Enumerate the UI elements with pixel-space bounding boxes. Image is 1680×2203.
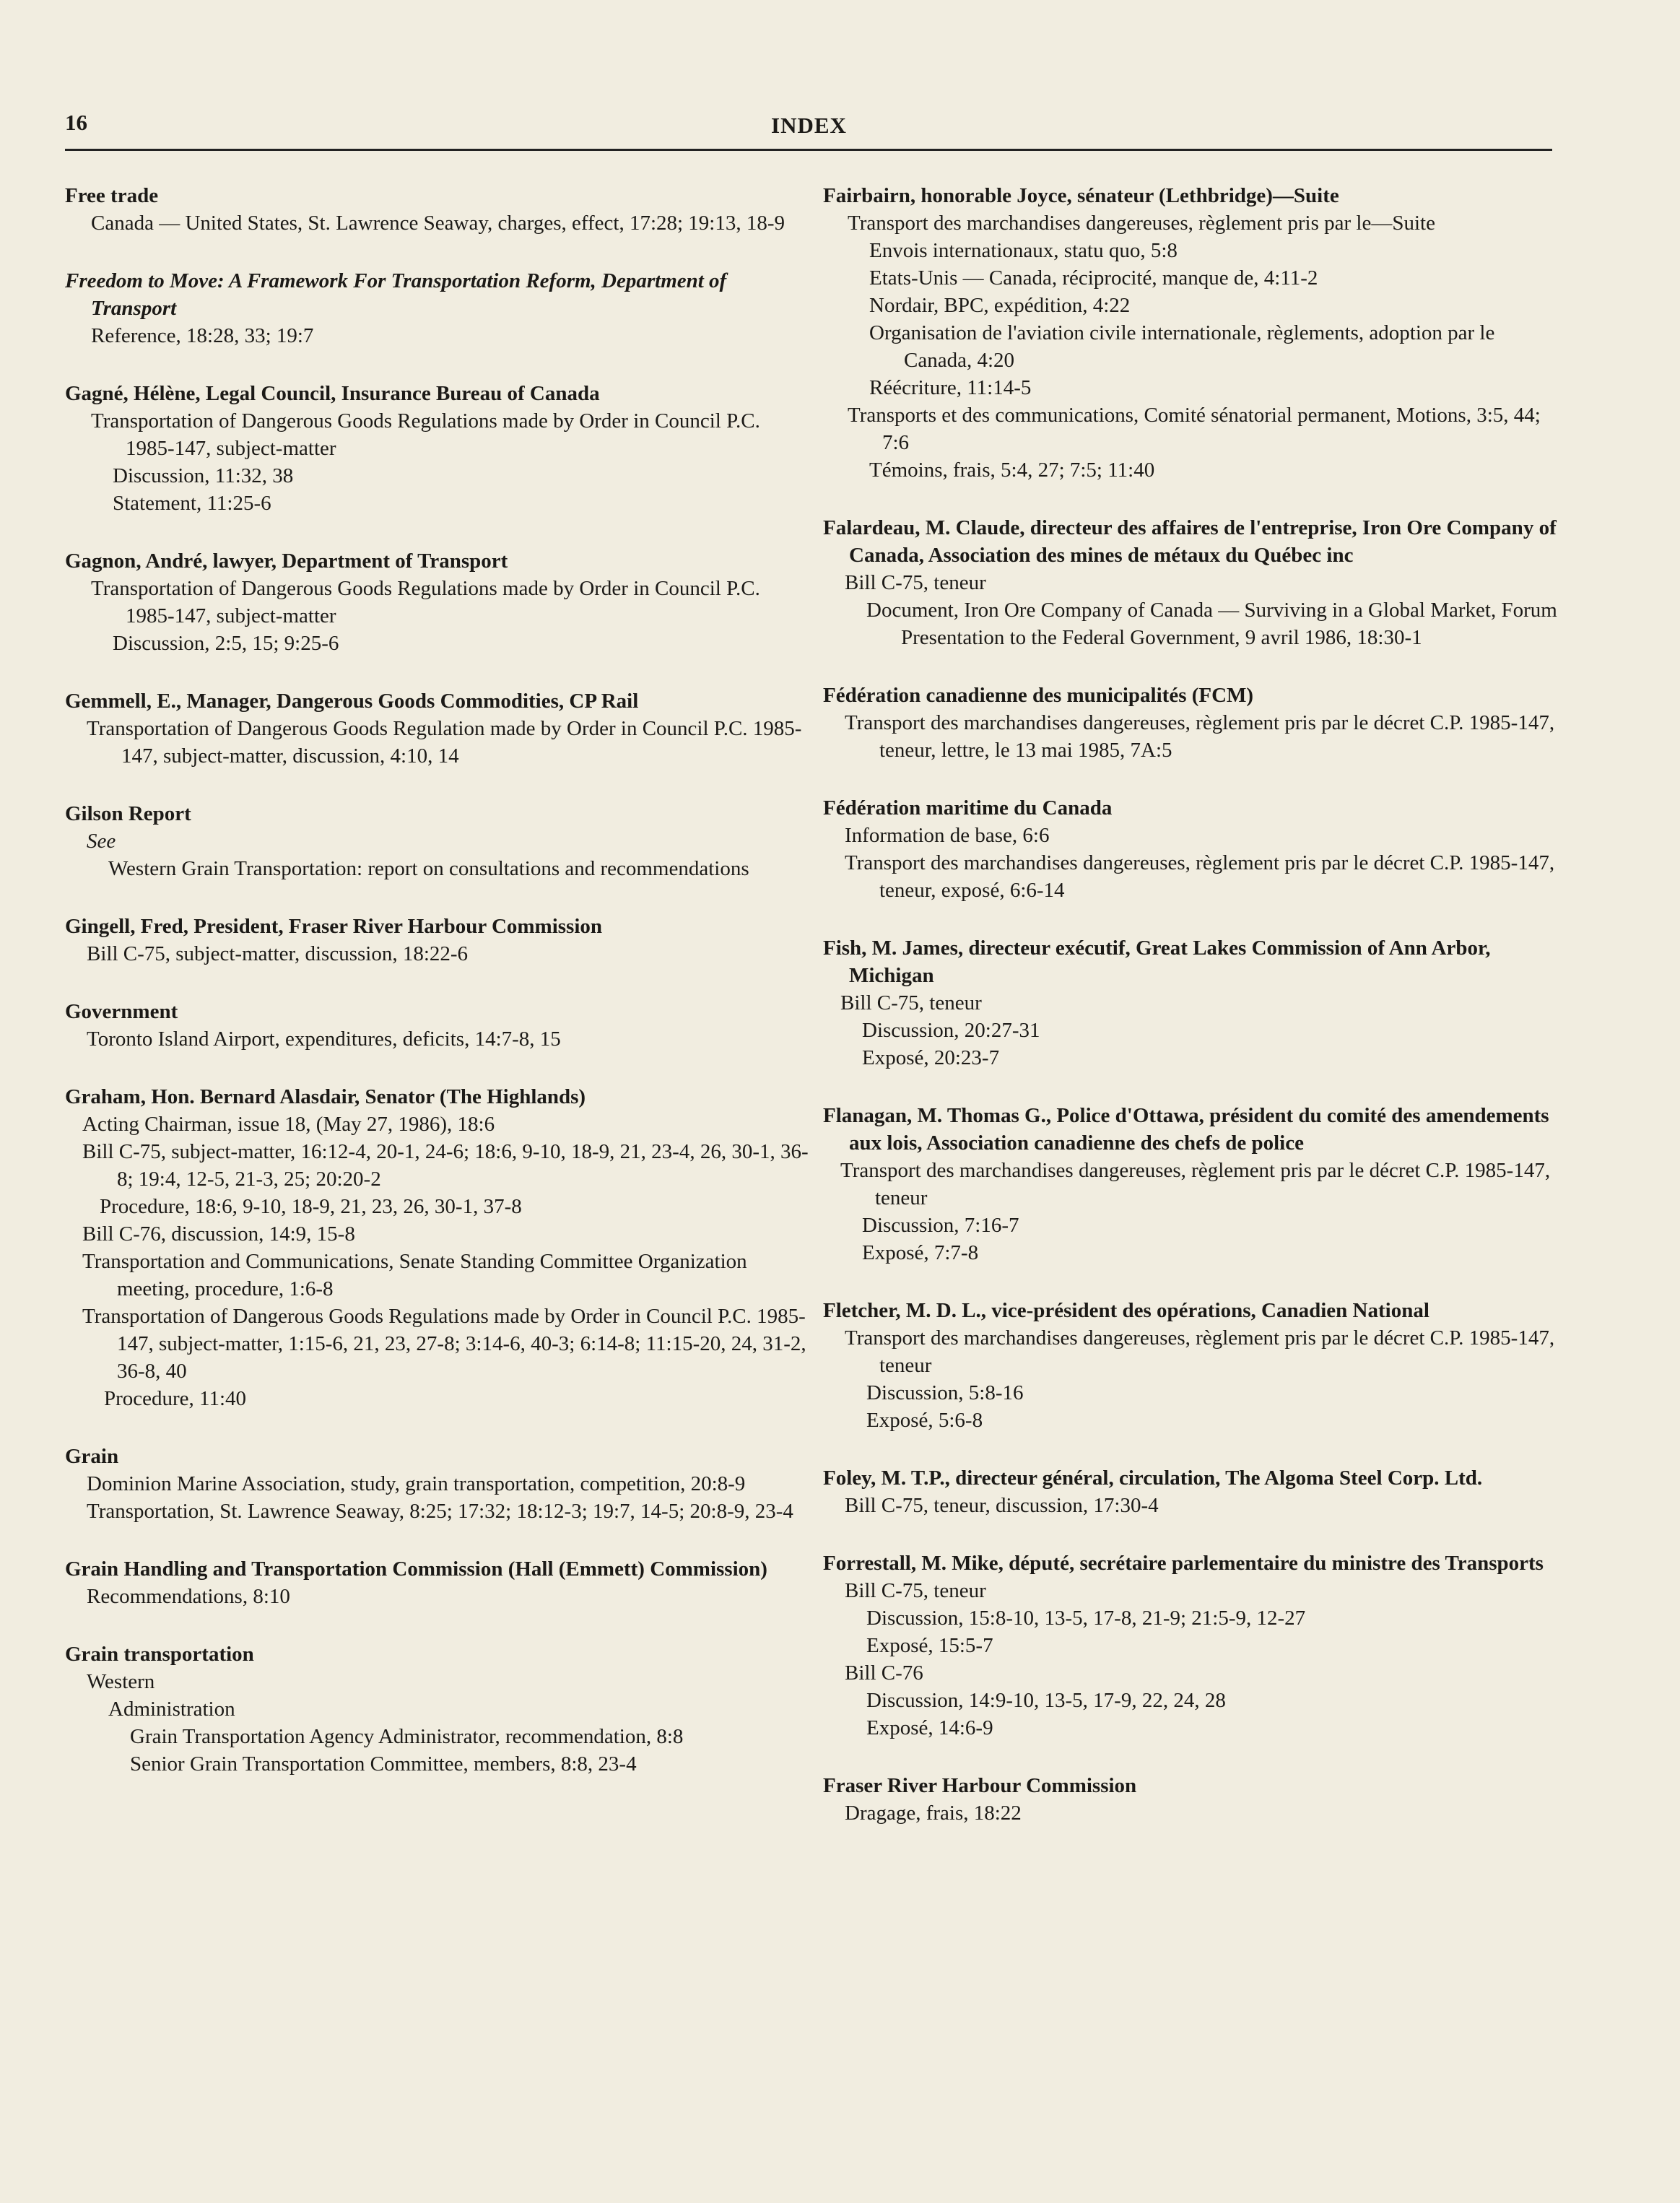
entry-heading: Gagnon, André, lawyer, Department of Transport xyxy=(65,549,508,573)
entry-heading: Grain Handling and Transportation Commission (Hall (Emmett) Commission) xyxy=(65,1557,767,1581)
entry-subline: Exposé, 20:23-7 xyxy=(862,1046,1000,1069)
entry-subline: Administration xyxy=(108,1698,235,1721)
entry-subline: Transports et des communications, Comité sénatorial permanent, Motions, 3:5, 44; 7:6 xyxy=(848,404,1541,454)
index-entry xyxy=(823,1102,1567,1266)
entry-subline: Discussion, 7:16-7 xyxy=(862,1214,1019,1237)
index-entry xyxy=(65,1443,809,1525)
entry-subline: Bill C-76 xyxy=(845,1661,923,1685)
entry-subline: Réécriture, 11:14-5 xyxy=(869,376,1032,399)
entry-subline: Transportation of Dangerous Goods Regulations made by Order in Council P.C. 1985-147, subject-matter xyxy=(91,409,760,460)
entry-subline: Bill C-75, subject-matter, 16:12-4, 20-1, 24-6; 18:6, 9-10, 18-9, 21, 23-4, 26, 30-1, 36-8; 19:4, 12-5, 21-3, 25; 20:20-2 xyxy=(82,1140,809,1191)
entry-subline: Acting Chairman, issue 18, (May 27, 1986), 18:6 xyxy=(82,1113,495,1136)
entry-subline: Document, Iron Ore Company of Canada — Surviving in a Global Market, Forum Presentation to the Federal Government, 9 avril 1986, 18:30-1 xyxy=(866,599,1557,649)
index-entry xyxy=(823,1464,1567,1519)
entry-heading: Forrestall, M. Mike, député, secrétaire parlementaire du ministre des Transports xyxy=(823,1552,1544,1575)
entry-subline: Discussion, 15:8-10, 13-5, 17-8, 21-9; 21:5-9, 12-27 xyxy=(866,1607,1306,1630)
entry-subline: Transportation of Dangerous Goods Regulations made by Order in Council P.C. 1985-147, subject-matter xyxy=(91,577,760,627)
entry-heading: Grain xyxy=(65,1445,119,1468)
entry-subline: Organisation de l'aviation civile internationale, règlements, adoption par le Canada, 4:20 xyxy=(869,321,1495,372)
index-entry xyxy=(823,182,1567,484)
left-column xyxy=(65,182,809,1808)
entry-subline: Discussion, 20:27-31 xyxy=(862,1019,1040,1042)
index-entry xyxy=(65,998,809,1053)
entry-subline: Témoins, frais, 5:4, 27; 7:5; 11:40 xyxy=(869,459,1155,482)
index-entry xyxy=(65,1083,809,1412)
entry-subline: Exposé, 5:6-8 xyxy=(866,1409,983,1432)
index-entry xyxy=(65,800,809,882)
entry-heading: Gemmell, E., Manager, Dangerous Goods Commodities, CP Rail xyxy=(65,690,639,713)
entry-subline: Transportation of Dangerous Goods Regulation made by Order in Council P.C. 1985-147, subject-matter, discussion, 4:10, 14 xyxy=(87,717,802,768)
header-rule xyxy=(65,149,1552,151)
index-entry xyxy=(823,1297,1567,1434)
entry-subline: Transport des marchandises dangereuses, règlement pris par le décret C.P. 1985-147, teneur, lettre, le 13 mai 1985, 7A:5 xyxy=(845,711,1555,762)
index-entry xyxy=(65,182,809,237)
entry-subline: Envois internationaux, statu quo, 5:8 xyxy=(869,239,1178,262)
entry-subline: Transport des marchandises dangereuses, règlement pris par le décret C.P. 1985-147, teneur, exposé, 6:6-14 xyxy=(845,851,1555,902)
entry-subline: Bill C-75, teneur xyxy=(845,1579,986,1602)
right-column xyxy=(823,182,1567,1857)
entry-subline: Grain Transportation Agency Administrator, recommendation, 8:8 xyxy=(130,1725,684,1748)
entry-subline: Bill C-75, subject-matter, discussion, 18:22-6 xyxy=(87,942,469,965)
entry-heading: Fraser River Harbour Commission xyxy=(823,1774,1137,1797)
entry-heading: Fairbairn, honorable Joyce, sénateur (Lethbridge)—Suite xyxy=(823,184,1339,207)
entry-subline: Bill C-76, discussion, 14:9, 15-8 xyxy=(82,1222,355,1246)
entry-heading: Gilson Report xyxy=(65,802,191,825)
entry-subline: Transportation and Communications, Senate Standing Committee Organization meeting, procedure, 1:6-8 xyxy=(82,1250,747,1300)
entry-subline: See xyxy=(87,830,116,853)
entry-subline: Discussion, 2:5, 15; 9:25-6 xyxy=(113,632,339,655)
entry-subline: Nordair, BPC, expédition, 4:22 xyxy=(869,294,1131,317)
entry-heading: Fish, M. James, directeur exécutif, Great Lakes Commission of Ann Arbor, Michigan xyxy=(823,937,1491,987)
index-entry xyxy=(823,794,1567,904)
entry-heading: Fédération canadienne des municipalités (FCM) xyxy=(823,684,1254,707)
entry-subline: Etats-Unis — Canada, réciprocité, manque de, 4:11-2 xyxy=(869,266,1318,290)
entry-subline: Procedure, 18:6, 9-10, 18-9, 21, 23, 26, 30-1, 37-8 xyxy=(100,1195,522,1218)
entry-heading: Falardeau, M. Claude, directeur des affaires de l'entreprise, Iron Ore Company of Canada, Association des mines de métaux du Québec inc xyxy=(823,516,1557,567)
index-entry xyxy=(65,267,809,349)
entry-subline: Transportation of Dangerous Goods Regulations made by Order in Council P.C. 1985-147, subject-matter, 1:15-6, 21, 23, 27-8; 3:14-6, 40-3; 6:14-8; 11:15-20, 24, 31-2, 36-8, 40 xyxy=(82,1305,806,1383)
entry-heading: Free trade xyxy=(65,184,159,207)
entry-subline: Bill C-75, teneur xyxy=(840,991,982,1014)
entry-subline: Transport des marchandises dangereuses, règlement pris par le décret C.P. 1985-147, teneur xyxy=(845,1326,1555,1377)
entry-heading: Fletcher, M. D. L., vice-président des opérations, Canadien National xyxy=(823,1299,1429,1322)
entry-heading: Fédération maritime du Canada xyxy=(823,796,1113,820)
entry-heading: Gagné, Hélène, Legal Council, Insurance Bureau of Canada xyxy=(65,382,600,405)
entry-subline: Discussion, 5:8-16 xyxy=(866,1381,1024,1404)
entry-subline: Procedure, 11:40 xyxy=(104,1387,247,1410)
entry-subline: Bill C-75, teneur, discussion, 17:30-4 xyxy=(845,1494,1159,1517)
index-entry xyxy=(823,934,1567,1072)
entry-subline: Information de base, 6:6 xyxy=(845,824,1050,847)
entry-subline: Bill C-75, teneur xyxy=(845,571,986,594)
entry-subline: Recommendations, 8:10 xyxy=(87,1585,290,1608)
index-entry xyxy=(65,687,809,770)
entry-heading: Foley, M. T.P., directeur général, circulation, The Algoma Steel Corp. Ltd. xyxy=(823,1467,1483,1490)
index-entry xyxy=(65,1641,809,1778)
entry-subline: Dominion Marine Association, study, grain transportation, competition, 20:8-9 xyxy=(87,1472,746,1495)
entry-subline: Exposé, 14:6-9 xyxy=(866,1716,993,1739)
entry-subline: Western xyxy=(87,1670,155,1693)
entry-subline: Discussion, 14:9-10, 13-5, 17-9, 22, 24, 28 xyxy=(866,1689,1226,1712)
entry-heading: Government xyxy=(65,1000,178,1023)
entry-heading: Grain transportation xyxy=(65,1643,254,1666)
index-entry xyxy=(823,1772,1567,1827)
index-entry xyxy=(823,682,1567,764)
index-entry xyxy=(823,514,1567,651)
entry-subline: Exposé, 15:5-7 xyxy=(866,1634,993,1657)
entry-subline: Canada — United States, St. Lawrence Seaway, charges, effect, 17:28; 19:13, 18-9 xyxy=(91,212,785,235)
entry-subline: Reference, 18:28, 33; 19:7 xyxy=(91,324,314,347)
entry-subline: Western Grain Transportation: report on consultations and recommendations xyxy=(108,857,749,880)
entry-heading: Gingell, Fred, President, Fraser River Harbour Commission xyxy=(65,915,603,938)
running-head: INDEX xyxy=(771,113,847,138)
entry-subline: Statement, 11:25-6 xyxy=(113,492,271,515)
index-entry xyxy=(65,1555,809,1610)
entry-subline: Transportation, St. Lawrence Seaway, 8:25; 17:32; 18:12-3; 19:7, 14-5; 20:8-9, 23-4 xyxy=(87,1500,793,1523)
entry-subline: Exposé, 7:7-8 xyxy=(862,1241,979,1264)
entry-subline: Dragage, frais, 18:22 xyxy=(845,1802,1022,1825)
entry-subline: Transport des marchandises dangereuses, règlement pris par le décret C.P. 1985-147, teneur xyxy=(840,1159,1551,1209)
index-entry xyxy=(65,380,809,517)
entry-heading: Flanagan, M. Thomas G., Police d'Ottawa, président du comité des amendements aux lois, Association canadienne des chefs de police xyxy=(823,1104,1549,1155)
index-entry xyxy=(65,547,809,657)
entry-subline: Toronto Island Airport, expenditures, deficits, 14:7-8, 15 xyxy=(87,1027,561,1051)
entry-subline: Discussion, 11:32, 38 xyxy=(113,464,294,487)
index-entry xyxy=(65,913,809,968)
entry-heading: Freedom to Move: A Framework For Transportation Reform, Department of Transport xyxy=(65,269,727,320)
entry-heading: Graham, Hon. Bernard Alasdair, Senator (The Highlands) xyxy=(65,1085,586,1108)
index-entry xyxy=(823,1550,1567,1742)
entry-subline: Senior Grain Transportation Committee, members, 8:8, 23-4 xyxy=(130,1752,637,1776)
page-number: 16 xyxy=(65,110,87,135)
entry-subline: Transport des marchandises dangereuses, règlement pris par le—Suite xyxy=(848,212,1435,235)
